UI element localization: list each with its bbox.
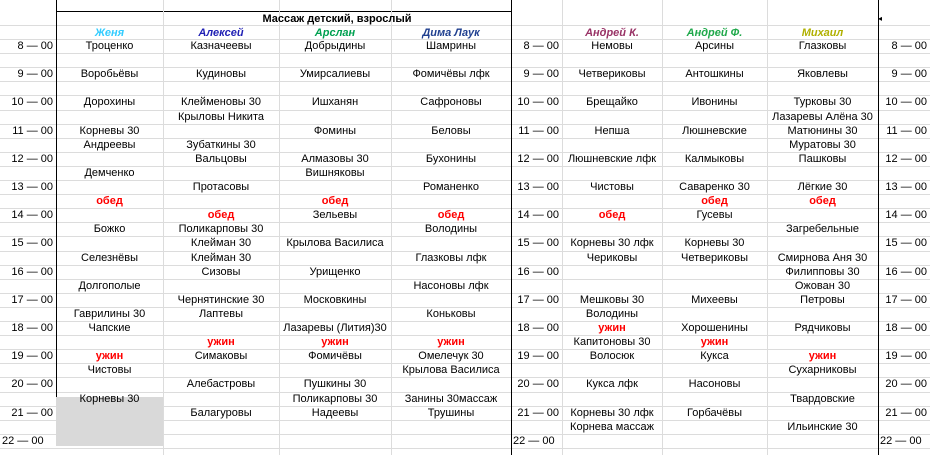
time-label: 14 — 00 (885, 209, 927, 221)
client-cell[interactable]: Калмыковы (684, 153, 745, 165)
client-cell[interactable]: Божко (93, 223, 126, 235)
time-label: 11 — 00 (886, 125, 927, 137)
client-cell[interactable]: Ильинские 30 (787, 421, 858, 433)
client-cell[interactable]: Ишханян (311, 96, 359, 108)
client-cell[interactable]: Володины (424, 223, 478, 235)
client-cell[interactable]: Капитоновы 30 (573, 336, 651, 348)
time-label: 22 — 00 (2, 435, 44, 447)
staff-column-dima (391, 0, 511, 455)
client-cell[interactable]: Лазаревы (Лития)30 (283, 322, 387, 334)
client-cell[interactable]: Демченко (84, 167, 135, 179)
client-cell[interactable]: Саваренко 30 (679, 181, 750, 193)
time-label: 10 — 00 (517, 96, 559, 108)
time-label: 18 — 00 (517, 322, 559, 334)
meal-break-cell[interactable]: обед (701, 195, 728, 207)
client-cell[interactable]: Долгополые (78, 280, 141, 292)
time-label: 22 — 00 (880, 435, 922, 447)
client-cell[interactable]: Кукса лфк (586, 378, 638, 390)
staff-column-andrey-k (562, 0, 662, 455)
time-label: 9 — 00 (891, 68, 927, 80)
staff-name-header: Дима Лаук (422, 27, 480, 39)
client-cell[interactable]: Сафроновы (420, 96, 482, 108)
client-cell[interactable]: Чернятинские 30 (177, 294, 265, 306)
client-cell[interactable]: Чапские (88, 322, 131, 334)
client-cell[interactable]: Насоновы лфк (413, 280, 489, 292)
client-cell[interactable]: Володины (585, 308, 639, 320)
client-cell[interactable]: Непша (594, 125, 630, 137)
client-cell[interactable]: Клейман 30 (190, 237, 252, 249)
client-cell[interactable]: Мешковы 30 (579, 294, 645, 306)
time-label: 12 — 00 (11, 153, 53, 165)
client-cell[interactable]: Турковы 30 (793, 96, 852, 108)
time-label: 21 — 00 (11, 407, 53, 419)
time-label: 11 — 00 (12, 125, 53, 137)
meal-break-cell[interactable]: обед (96, 195, 123, 207)
client-cell[interactable]: Петровы (800, 294, 845, 306)
client-cell[interactable]: Чистовы (87, 364, 132, 376)
client-cell[interactable]: Коньковы (426, 308, 476, 320)
time-label: 20 — 00 (517, 378, 559, 390)
client-cell[interactable]: Ожован 30 (794, 280, 851, 292)
time-label: 20 — 00 (885, 378, 927, 390)
time-label: 19 — 00 (11, 350, 53, 362)
client-cell[interactable]: Арсины (694, 40, 735, 52)
client-cell[interactable]: Поликарповы 30 (292, 393, 378, 405)
client-cell[interactable]: Корневы 30 лфк (570, 407, 654, 419)
time-label: 8 — 00 (17, 40, 53, 52)
meal-break-cell[interactable]: ужин (598, 322, 626, 334)
time-label: 19 — 00 (885, 350, 927, 362)
client-cell[interactable]: Сизовы (201, 266, 241, 278)
client-cell[interactable]: Зельевы (312, 209, 358, 221)
client-cell[interactable]: Алебастровы (186, 378, 256, 390)
client-cell[interactable]: Пушкины 30 (303, 378, 367, 390)
time-label: 18 — 00 (885, 322, 927, 334)
client-cell[interactable]: Глазковы лфк (415, 252, 487, 264)
client-cell[interactable]: Крылова Василиса (402, 364, 500, 376)
client-cell[interactable]: Сухарниковы (788, 364, 857, 376)
client-cell[interactable]: Бухонины (425, 153, 477, 165)
client-cell[interactable]: Зубаткины 30 (186, 139, 256, 151)
client-cell[interactable]: Фомичёвы лфк (412, 68, 490, 80)
client-cell[interactable]: Вишняковы (305, 167, 365, 179)
client-cell[interactable]: Брещайко (586, 96, 638, 108)
meal-break-cell[interactable]: ужин (207, 336, 235, 348)
staff-name-header: Алексей (198, 27, 244, 39)
time-label: 20 — 00 (11, 378, 53, 390)
time-label: 13 — 00 (11, 181, 53, 193)
time-label: 13 — 00 (885, 181, 927, 193)
time-label: 10 — 00 (885, 96, 927, 108)
time-label: 16 — 00 (885, 266, 927, 278)
client-cell[interactable]: Чериковы (586, 252, 638, 264)
client-cell[interactable]: Фомины (313, 125, 357, 137)
client-cell[interactable]: Кукса (700, 350, 729, 362)
client-cell[interactable]: Омелечук 30 (418, 350, 484, 362)
client-cell[interactable]: Ивонины (691, 96, 738, 108)
time-label: 13 — 00 (517, 181, 559, 193)
client-cell[interactable]: Волосюк (589, 350, 635, 362)
time-label: 12 — 00 (517, 153, 559, 165)
staff-column-mikhail (767, 0, 878, 455)
client-cell[interactable]: Троценко (85, 40, 134, 52)
client-cell[interactable]: Люшневские лфк (567, 153, 657, 165)
time-label: 9 — 00 (17, 68, 53, 80)
client-cell[interactable]: Беловы (431, 125, 471, 137)
meal-break-cell[interactable]: ужин (808, 350, 837, 362)
time-label: 21 — 00 (885, 407, 927, 419)
client-cell[interactable]: Урищенко (309, 266, 361, 278)
meal-break-cell[interactable]: ужин (700, 336, 729, 348)
time-label: 8 — 00 (523, 40, 559, 52)
client-cell[interactable]: Лазаревы Алёна 30 (772, 111, 873, 123)
staff-name-header: Женя (94, 27, 125, 39)
client-cell[interactable]: Селезнёвы (81, 252, 138, 264)
triangle-marker-icon: ◂ (878, 14, 883, 23)
meal-break-cell[interactable]: обед (207, 209, 235, 221)
time-label: 15 — 00 (11, 237, 53, 249)
client-cell[interactable]: Романенко (423, 181, 479, 193)
time-label: 15 — 00 (517, 237, 559, 249)
client-cell[interactable]: Четвериковы (578, 68, 646, 80)
client-cell[interactable]: Филипповы 30 (785, 266, 860, 278)
client-cell[interactable]: Шамрины (425, 40, 476, 52)
client-cell[interactable]: Алмазовы 30 (301, 153, 369, 165)
meal-break-cell[interactable]: обед (598, 209, 626, 221)
client-cell[interactable]: Чистовы (590, 181, 634, 193)
client-cell[interactable]: Умирсалиевы (299, 68, 371, 80)
client-cell[interactable]: Добрыдины (304, 40, 366, 52)
client-cell[interactable]: Вальцовы (195, 153, 247, 165)
client-cell[interactable]: Корневы 30 лфк (570, 237, 654, 249)
time-label: 12 — 00 (885, 153, 927, 165)
client-cell[interactable]: Рядчиковы (794, 322, 851, 334)
client-cell[interactable]: Смирнова Аня 30 (777, 252, 868, 264)
client-cell[interactable]: Гаврилины 30 (73, 308, 146, 320)
meal-break-cell[interactable]: обед (809, 195, 836, 207)
client-cell[interactable]: Немовы (591, 40, 633, 52)
time-column-left (0, 0, 56, 455)
staff-column-zhenya (56, 0, 163, 455)
client-cell[interactable]: Яковлевы (797, 68, 848, 80)
client-cell[interactable]: Корневы 30 (79, 125, 140, 137)
client-cell[interactable]: Корневы 30 (79, 393, 140, 405)
time-label: 14 — 00 (517, 209, 559, 221)
client-cell[interactable]: Лаптевы (198, 308, 244, 320)
client-cell[interactable]: Твардовские (790, 393, 855, 405)
client-cell[interactable]: Пашковы (798, 153, 847, 165)
client-cell[interactable]: Надеевы (311, 407, 359, 419)
time-label: 11 — 00 (518, 125, 559, 137)
client-cell[interactable]: Хорошенины (681, 322, 748, 334)
client-cell[interactable]: Крылова Василиса (286, 237, 384, 249)
time-label: 21 — 00 (517, 407, 559, 419)
client-cell[interactable]: Антошкины (685, 68, 744, 80)
client-cell[interactable]: Крыловы Никита (178, 111, 264, 123)
client-cell[interactable]: Дорохины (83, 96, 136, 108)
time-column-right (878, 0, 930, 455)
client-cell[interactable]: Московкины (303, 294, 367, 306)
meal-break-cell[interactable]: обед (321, 195, 349, 207)
client-cell[interactable]: Четвериковы (680, 252, 749, 264)
client-cell[interactable]: Корнева массаж (570, 421, 654, 433)
client-cell[interactable]: Воробьёвы (80, 68, 139, 80)
client-cell[interactable]: Михеевы (691, 294, 738, 306)
client-cell[interactable]: Загребельные (785, 223, 860, 235)
client-cell[interactable]: Муратовы 30 (789, 139, 856, 151)
staff-column-aleksey (163, 0, 279, 455)
client-cell[interactable]: Глазковы (798, 40, 847, 52)
client-cell[interactable]: Протасовы (192, 181, 250, 193)
time-label: 14 — 00 (11, 209, 53, 221)
meal-break-cell[interactable]: ужин (437, 336, 465, 348)
time-label: 15 — 00 (885, 237, 927, 249)
meal-break-cell[interactable]: ужин (95, 350, 124, 362)
staff-column-andrey-f (662, 0, 767, 455)
client-cell[interactable]: Клейменовы 30 (180, 96, 261, 108)
time-label: 10 — 00 (11, 96, 53, 108)
client-cell[interactable]: Поликарповы 30 (178, 223, 264, 235)
time-label: 19 — 00 (517, 350, 559, 362)
client-cell[interactable]: Насоновы (688, 378, 741, 390)
client-cell[interactable]: Трушины (427, 407, 475, 419)
time-label: 9 — 00 (523, 68, 559, 80)
client-cell[interactable]: Корневы 30 (684, 237, 745, 249)
meal-break-cell[interactable]: обед (437, 209, 465, 221)
time-label: 16 — 00 (517, 266, 559, 278)
time-column-middle (511, 0, 562, 455)
staff-name-header: Андрей Ф. (686, 27, 743, 39)
time-label: 8 — 00 (891, 40, 927, 52)
time-label: 22 — 00 (513, 435, 555, 447)
client-cell[interactable]: Гусевы (696, 209, 733, 221)
client-cell[interactable]: Горбачёвы (687, 407, 742, 419)
time-label: 17 — 00 (11, 294, 53, 306)
time-label: 18 — 00 (11, 322, 53, 334)
client-cell[interactable]: Занины 30массаж (404, 393, 498, 405)
time-label: 17 — 00 (885, 294, 927, 306)
client-cell[interactable]: Балагуровы (190, 407, 252, 419)
client-cell[interactable]: Матюнины 30 (787, 125, 858, 137)
staff-name-header: Михаил (801, 27, 844, 39)
staff-name-header: Андрей К. (585, 27, 639, 39)
client-cell[interactable]: Клейман 30 (190, 252, 252, 264)
time-label: 17 — 00 (517, 294, 559, 306)
staff-name-header: Арслан (314, 27, 356, 39)
client-cell[interactable]: Кудиновы (195, 68, 247, 80)
sheet-title: Массаж детский, взрослый (262, 13, 412, 25)
client-cell[interactable]: Симаковы (194, 350, 248, 362)
staff-column-arslan (279, 0, 391, 455)
client-cell[interactable]: Люшневские (682, 125, 747, 137)
client-cell[interactable]: Фомичёвы (308, 350, 362, 362)
time-label: 16 — 00 (11, 266, 53, 278)
client-cell[interactable]: Андреевы (83, 139, 136, 151)
client-cell[interactable]: Лёгкие 30 (797, 181, 848, 193)
client-cell[interactable]: Казначеевы (190, 40, 252, 52)
meal-break-cell[interactable]: ужин (321, 336, 349, 348)
